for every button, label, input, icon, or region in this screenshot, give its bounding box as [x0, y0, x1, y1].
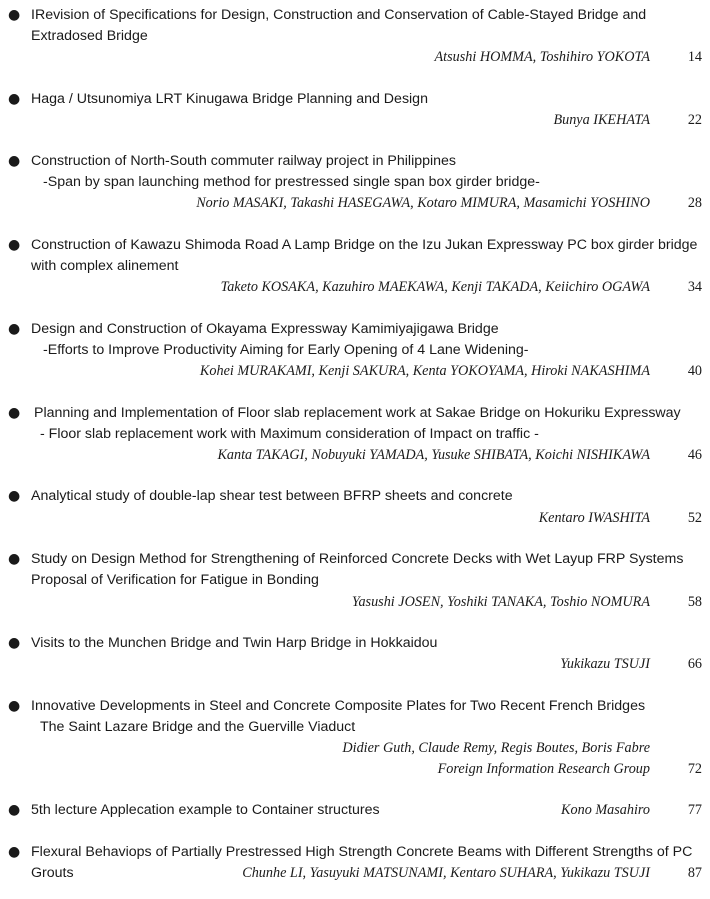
entry-title-line: Design and Construction of Okayama Expressway Kamimiyajigawa Bridge: [31, 321, 499, 337]
entry-title-line: Extradosed Bridge: [31, 28, 148, 44]
entry-page-number: 14: [687, 49, 702, 65]
entry-title-line: - Floor slab replacement work with Maximum consideration of Impact on traffic -: [40, 426, 539, 442]
entry-title-line: Construction of North-South commuter railway project in Philippines: [31, 153, 457, 169]
entry-title-line: with complex alinement: [31, 258, 179, 274]
entry-page-number: 22: [687, 112, 702, 128]
entry-authors: Didier Guth, Claude Remy, Regis Boutes, Boris Fabre: [342, 740, 650, 756]
entry-page-number: 28: [687, 195, 702, 211]
entry-page-number: 34: [687, 279, 702, 295]
entry-title-line: IRevision of Specifications for Design, Construction and Conservation of Cable-Stayed Bridge and: [31, 7, 647, 23]
bullet-icon: ●: [8, 405, 21, 421]
entry-page-number: 58: [687, 594, 702, 610]
entry-page-number: 87: [687, 865, 702, 881]
entry-authors: Foreign Information Research Group: [437, 761, 650, 777]
bullet-icon: ●: [8, 635, 21, 651]
bullet-icon: ●: [8, 698, 21, 714]
entry-title-line: Haga / Utsunomiya LRT Kinugawa Bridge Planning and Design: [31, 91, 428, 107]
entry-authors: Kanta TAKAGI, Nobuyuki YAMADA, Yusuke SHIBATA, Koichi NISHIKAWA: [217, 447, 650, 463]
bullet-icon: ●: [8, 551, 21, 567]
entry-title-line: The Saint Lazare Bridge and the Guerville Viaduct: [40, 719, 356, 735]
entry-page-number: 46: [687, 447, 702, 463]
entry-page-number: 66: [687, 656, 702, 672]
entry-title-line: Analytical study of double-lap shear test between BFRP sheets and concrete: [31, 488, 513, 504]
entry-title-line: -Efforts to Improve Productivity Aiming for Early Opening of 4 Lane Widening-: [43, 342, 529, 358]
entry-authors: Atsushi HOMMA, Toshihiro YOKOTA: [434, 49, 650, 65]
bullet-icon: ●: [8, 844, 21, 860]
entry-authors: Yasushi JOSEN, Yoshiki TANAKA, Toshio NOMURA: [351, 594, 650, 610]
entry-title-line: Grouts: [31, 865, 74, 881]
entry-page-number: 72: [687, 761, 702, 777]
bullet-icon: ●: [8, 802, 21, 818]
bullet-icon: ●: [8, 153, 21, 169]
entry-title-line: Planning and Implementation of Floor slab replacement work at Sakae Bridge on Hokuriku Expressway: [34, 405, 681, 421]
entry-title-line: -Span by span launching method for prestressed single span box girder bridge-: [43, 174, 540, 190]
bullet-icon: ●: [8, 321, 21, 337]
entry-page-number: 77: [687, 802, 702, 818]
entry-title-line: Study on Design Method for Strengthening of Reinforced Concrete Decks with Wet Layup FRP Systems: [31, 551, 684, 567]
entry-title-line: Construction of Kawazu Shimoda Road A Lamp Bridge on the Izu Jukan Expressway PC box girder bridge: [31, 237, 698, 253]
entry-title-line: 5th lecture Applecation example to Container structures: [31, 802, 380, 818]
entry-title-line: Proposal of Verification for Fatigue in Bonding: [31, 572, 319, 588]
entry-authors: Kohei MURAKAMI, Kenji SAKURA, Kenta YOKOYAMA, Hiroki NAKASHIMA: [199, 363, 650, 379]
entry-title-line: Flexural Behaviops of Partially Prestressed High Strength Concrete Beams with Different Strengths of PC: [31, 844, 693, 860]
entry-authors: Taketo KOSAKA, Kazuhiro MAEKAWA, Kenji TAKADA, Keiichiro OGAWA: [220, 279, 650, 295]
entry-authors: Kentaro IWASHITA: [538, 510, 650, 526]
entry-authors: Norio MASAKI, Takashi HASEGAWA, Kotaro MIMURA, Masamichi YOSHINO: [196, 195, 650, 211]
entry-page-number: 40: [687, 363, 702, 379]
bullet-icon: ●: [8, 237, 21, 253]
entry-title-line: Innovative Developments in Steel and Concrete Composite Plates for Two Recent French Bridges: [31, 698, 646, 714]
entry-authors: Yukikazu TSUJI: [560, 656, 650, 672]
entry-authors: Kono Masahiro: [561, 802, 650, 818]
entry-title-line: Visits to the Munchen Bridge and Twin Harp Bridge in Hokkaidou: [31, 635, 438, 651]
bullet-icon: ●: [8, 488, 21, 504]
entry-authors: Chunhe LI, Yasuyuki MATSUNAMI, Kentaro SUHARA, Yukikazu TSUJI: [242, 865, 650, 881]
bullet-icon: ●: [8, 7, 21, 23]
entry-authors: Bunya IKEHATA: [553, 112, 650, 128]
bullet-icon: ●: [8, 91, 21, 107]
entry-page-number: 52: [687, 510, 702, 526]
